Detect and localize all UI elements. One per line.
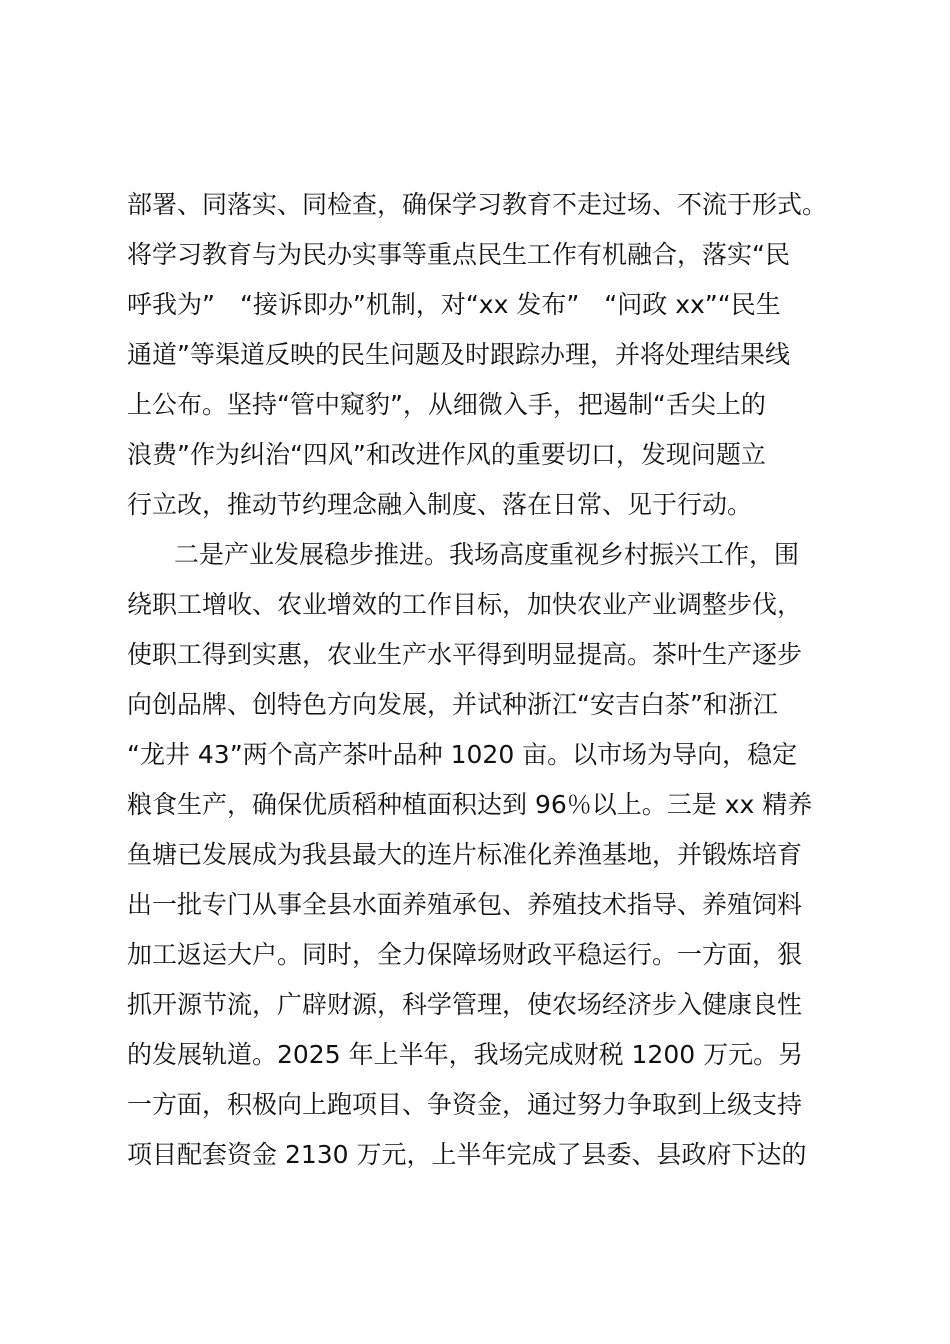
text-line: 通道”等渠道反映的民生问题及时跟踪办理，并将处理结果线	[127, 340, 790, 369]
text-line: 一方面，积极向上跑项目、争资金，通过努力争取到上级支持	[127, 1090, 803, 1119]
text-line: 绕职工增收、农业增效的工作目标，加快农业产业调整步伐，	[127, 590, 803, 619]
text-line: 向创品牌、创特色方向发展，并试种浙江“安吉白茶”和浙江	[127, 690, 778, 719]
body-text	[127, 180, 839, 1180]
text-line: 项目配套资金 2130 万元，上半年完成了县委、县政府下达的	[127, 1140, 807, 1169]
text-line: 加工返运大户。同时，全力保障场财政平稳运行。一方面，狠	[127, 940, 803, 969]
text-line: 鱼塘已发展成为我县最大的连片标准化养渔基地，并锻炼培育	[127, 840, 803, 869]
text-line: 使职工得到实惠，农业生产水平得到明显提高。茶叶生产逐步	[127, 640, 803, 669]
text-line: 抓开源节流，广辟财源，科学管理，使农场经济步入健康良性	[127, 990, 803, 1019]
text-line: 的发展轨道。2025 年上半年，我场完成财税 1200 万元。另	[127, 1040, 804, 1069]
text-line: 行立改，推动节约理念融入制度、落在日常、见于行动。	[127, 490, 753, 519]
text-line: 呼我为” “接诉即办”机制，对“xx 发布” “问政 xx”“民生	[127, 290, 781, 319]
text-line: 上公布。坚持“管中窥豹”，从细微入手，把遏制“舌尖上的	[127, 390, 766, 419]
text-line: 粮食生产，确保优质稻种植面积达到 96％以上。三是 xx 精养	[127, 790, 813, 819]
text-line: 部署、同落实、同检查，确保学习教育不走过场、不流于形式。	[127, 190, 828, 219]
paragraph-start-line: 二是产业发展稳步推进。我场高度重视乡村振兴工作，围	[174, 540, 800, 569]
text-line: 浪费”作为纠治“四风”和改进作风的重要切口，发现问题立	[127, 440, 766, 469]
text-line: 出一批专门从事全县水面养殖承包、养殖技术指导、养殖饲料	[127, 890, 803, 919]
text-line: 将学习教育与为民办实事等重点民生工作有机融合，落实“民	[127, 240, 790, 269]
text-line: “龙井 43”两个高产茶叶品种 1020 亩。以市场为导向，稳定	[127, 740, 798, 769]
